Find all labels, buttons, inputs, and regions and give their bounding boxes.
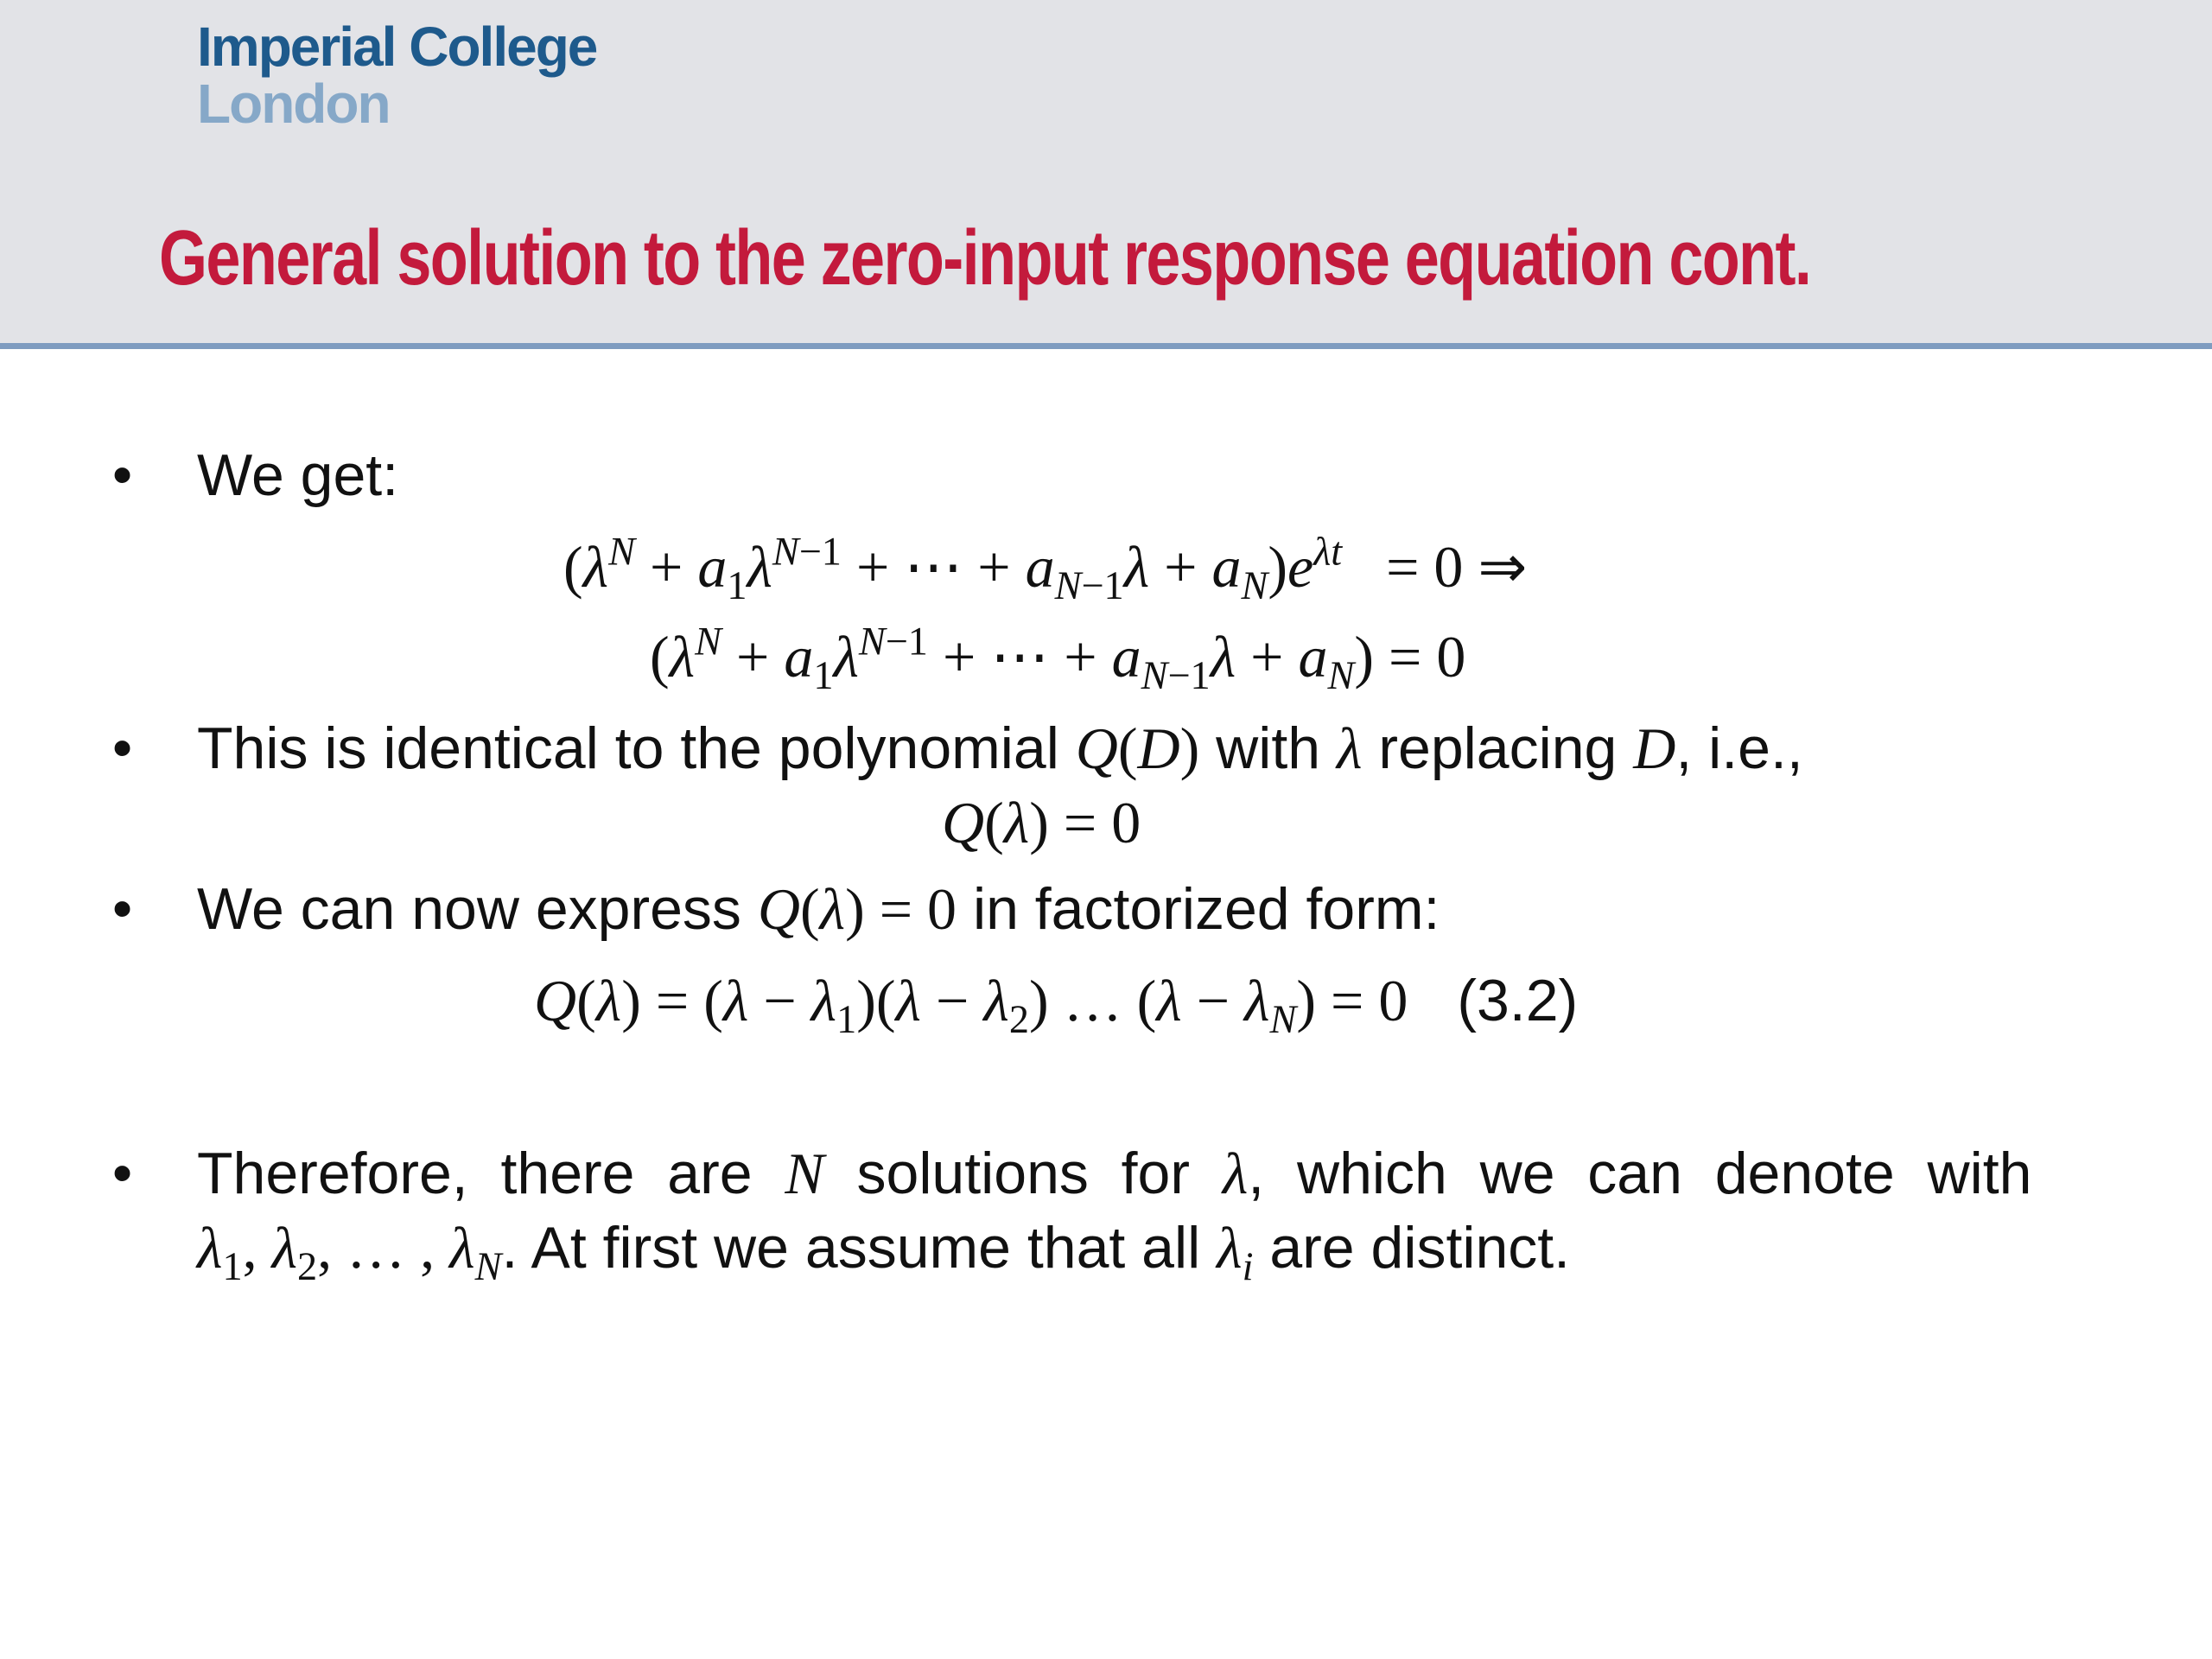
bullet-marker: • — [112, 715, 133, 779]
bullet-marker: • — [112, 876, 133, 940]
bullet-3-text-b: in factorized form: — [972, 876, 1440, 942]
bullet-marker: • — [112, 1141, 133, 1205]
slide-header — [0, 0, 2212, 349]
bullet-4-text-e: are distinct. — [1269, 1215, 1571, 1281]
equation-line-2: ($\lambda^N + a_1\lambda^{N-1}$ + ⋯ + $a_{N-1}\lambda + a_N) = 0$ — [650, 620, 1466, 698]
bullet-2-text-c: replacing — [1378, 715, 1618, 781]
bullet-4-text-c: , which we can denote with — [1248, 1141, 2032, 1206]
bullet-2-text-a: This is identical to the polynomial — [197, 715, 1059, 781]
bullet-4-text-a: Therefore, there are — [197, 1141, 753, 1206]
equation-q-lambda: Q(λ) = 0 — [942, 790, 1141, 855]
equation-line-1: ($\lambda^N + a_1\lambda^{N-1}$ + ⋯ + $a_{N-1}\lambda + a_N)e^{\lambda t} = 0$ ⇒ — [563, 530, 1528, 608]
bullet-marker: • — [112, 442, 133, 506]
equation-number: (3.2) — [1457, 968, 1579, 1033]
logo-line-2: London — [197, 73, 390, 135]
bullet-4-text-b: solutions for — [856, 1141, 1191, 1206]
equation-factorized: $Q(\lambda) = (\lambda - \lambda_1)(\lambda - \lambda_2)$ … $(\lambda - \lambda_N) = 0$ (3.2) — [534, 968, 1579, 1042]
bullet-2-text-b: with — [1216, 715, 1321, 781]
logo-line-1: Imperial College — [197, 16, 597, 78]
imperial-college-logo — [197, 16, 597, 135]
bullet-2-text: This is identical to the polynomial Q(D) with λ replacing D, i.e., — [197, 715, 1803, 781]
slide-title: General solution to the zero-input response equation cont. — [159, 215, 1811, 302]
bullet-4-line-2: $\lambda_1$, $\lambda_2$, … , $\lambda_N$. At first we assume that all $\lambda_i$ are distinct. — [197, 1215, 1571, 1289]
bullet-3-text: We can now express Q(λ) = 0 in factorized form: — [197, 876, 1440, 942]
bullet-4-line-1: Therefore, there are N solutions for λ, which we can denote with — [197, 1141, 2032, 1206]
bullet-2-text-d: , i.e., — [1675, 715, 1803, 781]
bullet-3-text-a: We can now express — [197, 876, 741, 942]
bullet-4-text-d: . At first we assume that all — [501, 1215, 1201, 1281]
bullet-1-text: We get: — [197, 442, 399, 508]
